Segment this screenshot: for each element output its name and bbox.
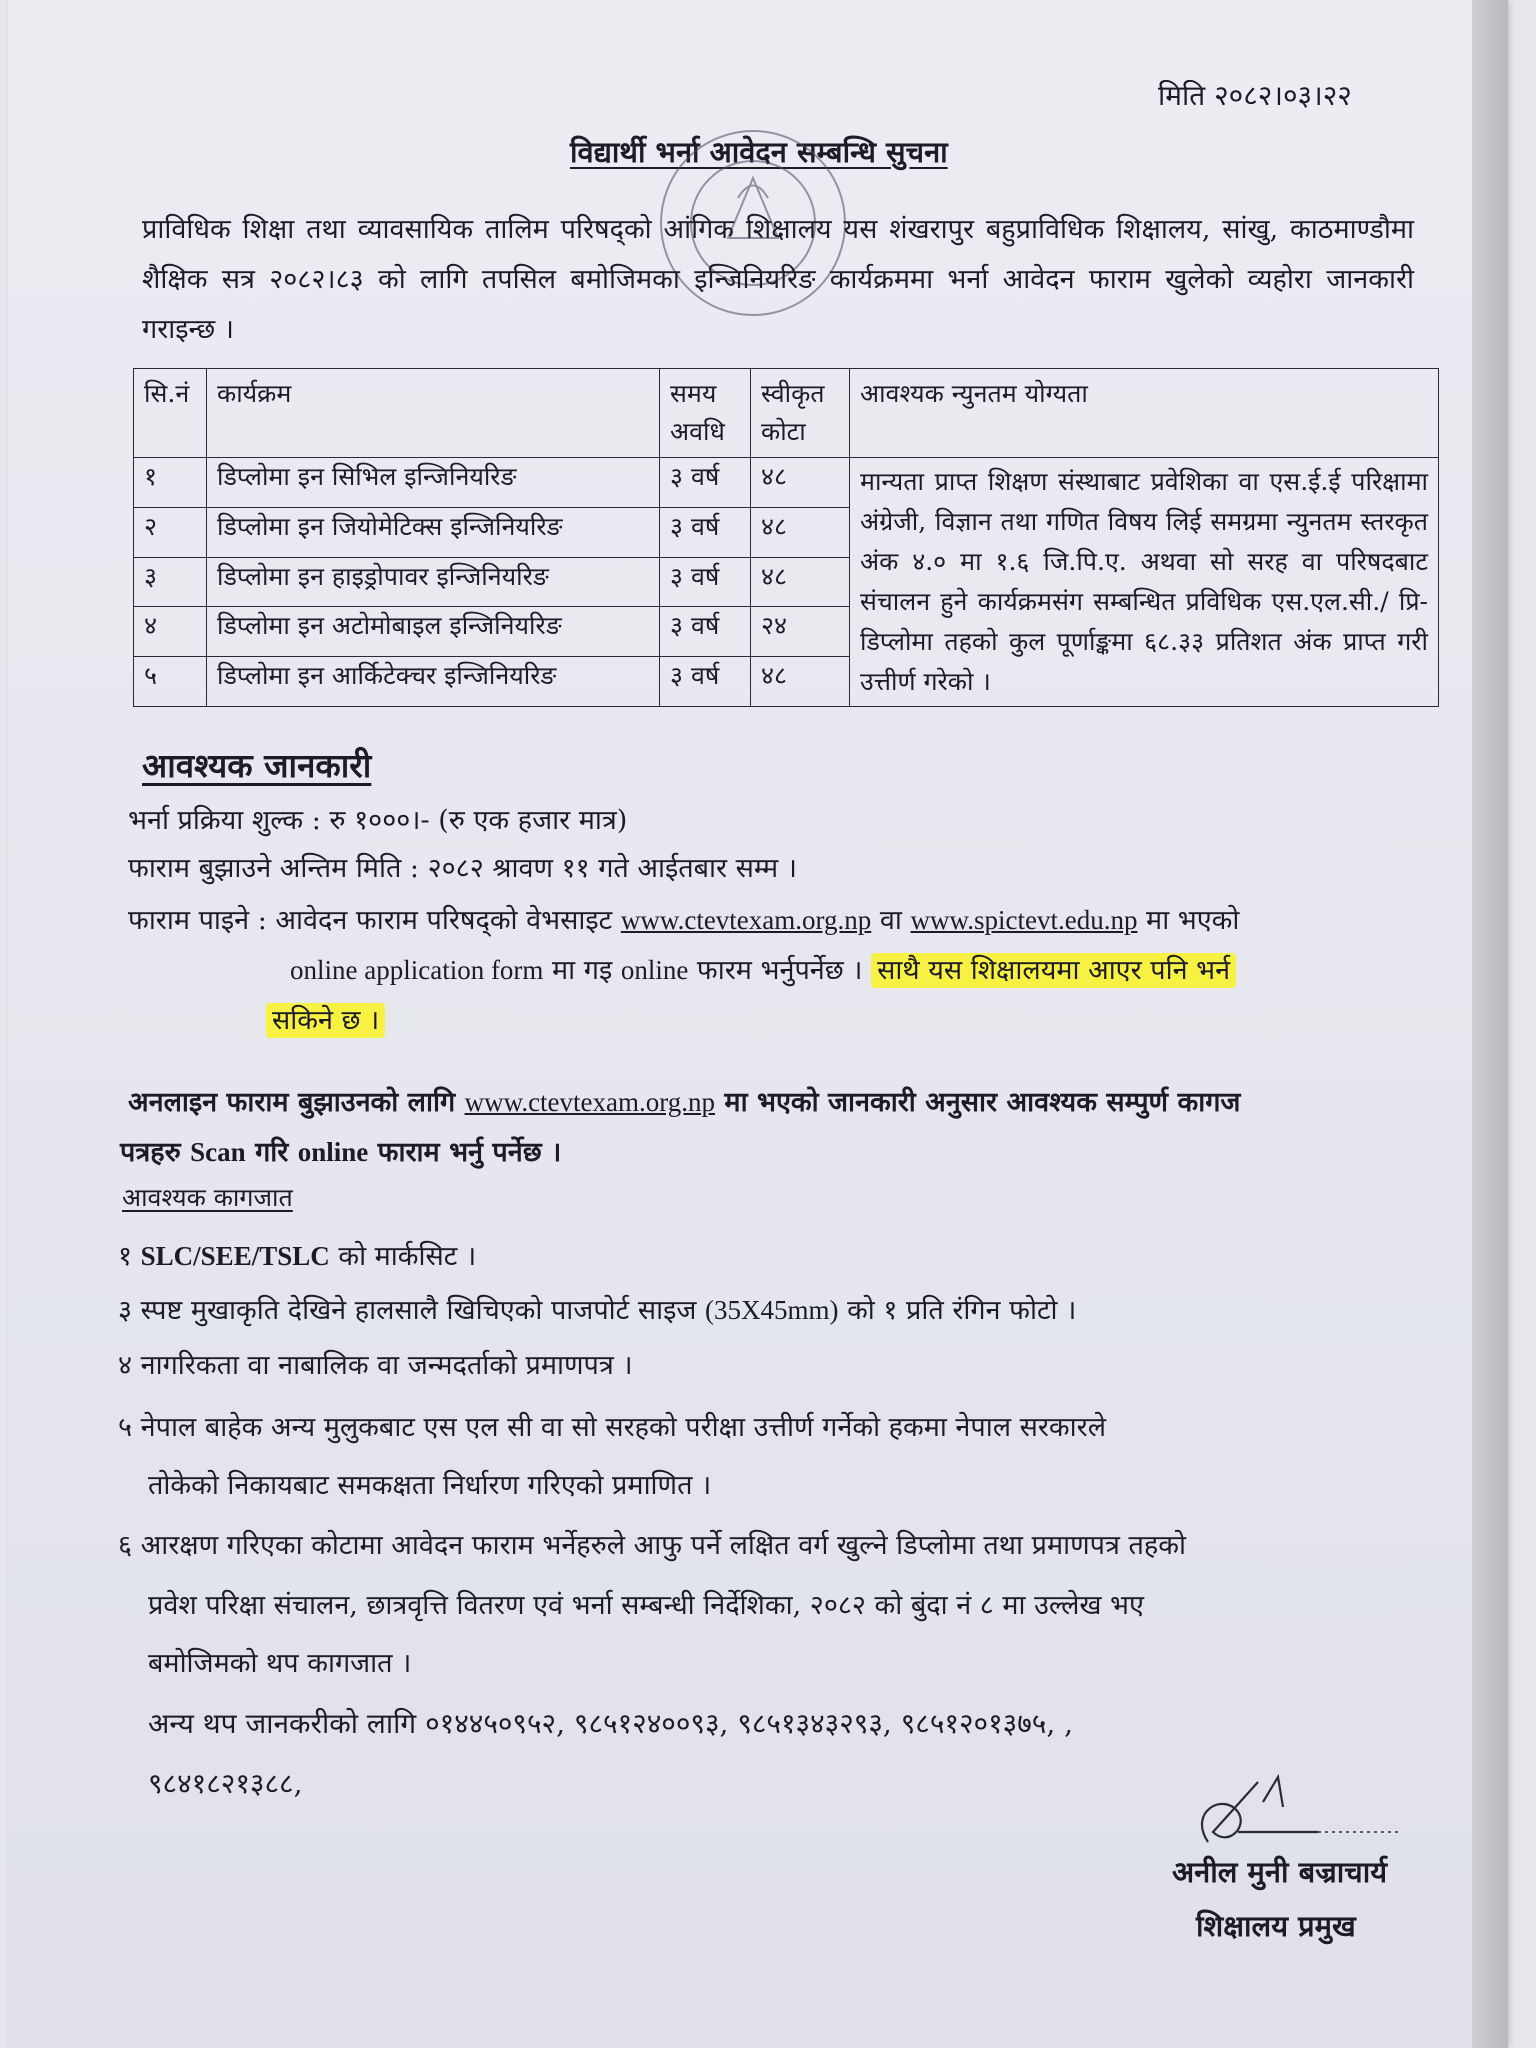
online-text: online bbox=[297, 1137, 369, 1167]
photo-size: (35X45mm) bbox=[704, 1295, 839, 1325]
highlighted-note: साथै यस शिक्षालयमा आएर पनि भर्न bbox=[871, 953, 1236, 988]
row-program: डिप्लोमा इन आर्किटेक्चर इन्जिनियरिङ bbox=[207, 657, 660, 707]
form-text: मा भएको bbox=[1146, 905, 1240, 936]
signatory-title: शिक्षालय प्रमुख bbox=[1196, 1909, 1356, 1943]
ctevt-link[interactable]: www.ctevtexam.org.np bbox=[620, 905, 872, 935]
document-item-6: ६ आरक्षण गरिएका कोटामा आवेदन फाराम भर्नेहरुले आफु पर्ने लक्षित वर्ग खुल्ने डिप्लोमा तथा प्रमाणपत्र तहको bbox=[118, 1530, 1186, 1561]
documents-heading: आवश्यक कागजात bbox=[122, 1183, 293, 1212]
row-program: डिप्लोमा इन हाइड्रोपावर इन्जिनियरिङ bbox=[207, 557, 660, 607]
document-item-4: ४ नागरिकता वा नाबालिक वा जन्मदर्ताको प्रमाणपत्र । bbox=[118, 1350, 633, 1381]
row-quota: ४८ bbox=[751, 557, 850, 607]
row-sn: ३ bbox=[134, 557, 207, 607]
row-duration: ३ वर्ष bbox=[660, 507, 751, 557]
item-text: को मार्कसिट । bbox=[338, 1241, 477, 1272]
row-program: डिप्लोमा इन सिभिल इन्जिनियरिङ bbox=[207, 458, 660, 508]
row-sn: ५ bbox=[134, 657, 207, 707]
intro-paragraph: प्राविधिक शिक्षा तथा व्यावसायिक तालिम परिषद्को आंगिक शिक्षालय यस शंखरापुर बहुप्राविधिक शिक्षालय, सांखु, काठमाण्डौमा शैक्षिक सत्र २०८२।८३ को लागि तपसिल बमोजिमका इन्जिनियरिङ कार्यक्रममा भर्ना आवेदन फाराम खुलेको व्यहोरा जानकारी गराइन्छ । bbox=[142, 214, 1414, 345]
handwritten-signature bbox=[1168, 1772, 1398, 1852]
header-sn: सि.नं bbox=[134, 369, 207, 458]
spictevt-link[interactable]: www.spictevt.edu.np bbox=[910, 905, 1138, 935]
item-text: स्पष्ट मुखाकृति देखिने हालसालै खिचिएको पाजपोर्ट साइज bbox=[140, 1295, 697, 1326]
row-sn: २ bbox=[134, 507, 207, 557]
row-duration: ३ वर्ष bbox=[660, 557, 751, 607]
header-quota: स्वीकृत कोटा bbox=[751, 369, 850, 458]
highlighted-note: सकिने छ । bbox=[266, 1003, 385, 1038]
row-quota: ४८ bbox=[751, 507, 850, 557]
notice-title: विद्यार्थी भर्ना आवेदन सम्बन्धि सुचना bbox=[570, 135, 948, 169]
online-text: फाराम भर्नु पर्नेछ । bbox=[377, 1137, 562, 1168]
online-text: गरि bbox=[255, 1137, 289, 1168]
row-quota: ४८ bbox=[751, 458, 850, 508]
form-text: मा गइ bbox=[552, 955, 613, 986]
row-duration: ३ वर्ष bbox=[660, 458, 751, 508]
online-instructions-line-1 bbox=[128, 1082, 1458, 1119]
contact-numbers: अन्य थप जानकरीको लागि ०१४४५०९५२, ९८५१२४००९३, ९८५१३४३२९३, ९८५१२०१३७५, , bbox=[148, 1707, 1074, 1740]
table-row bbox=[134, 458, 1439, 508]
form-availability-line-1 bbox=[128, 900, 1458, 937]
online-instructions-line-2 bbox=[120, 1132, 561, 1169]
row-duration: ३ वर्ष bbox=[660, 607, 751, 657]
form-text: आवेदन फाराम परिषद्को वेभसाइट bbox=[275, 905, 613, 936]
form-or: वा bbox=[879, 905, 902, 936]
document-item-6-cont: बमोजिमको थप कागजात । bbox=[148, 1648, 412, 1679]
item-number: १ bbox=[118, 1241, 133, 1272]
row-duration: ३ वर्ष bbox=[660, 657, 751, 707]
notice-date: मिति २०८२।०३।२२ bbox=[1158, 79, 1352, 112]
row-quota: २४ bbox=[751, 607, 850, 657]
row-sn: ४ bbox=[134, 607, 207, 657]
info-heading: आवश्यक जानकारी bbox=[142, 746, 372, 785]
online-text: मा भएको जानकारी अनुसार आवश्यक सम्पुर्ण कागज bbox=[724, 1087, 1241, 1118]
slc-text: SLC/SEE/TSLC bbox=[140, 1241, 330, 1271]
header-program: कार्यक्रम bbox=[207, 369, 660, 458]
document-item-5: ५ नेपाल बाहेक अन्य मुलुकबाट एस एल सी वा सो सरहको परीक्षा उत्तीर्ण गर्नेको हकमा नेपाल सरकारले bbox=[118, 1412, 1107, 1443]
row-sn: १ bbox=[134, 458, 207, 508]
requirement-cell: मान्यता प्राप्त शिक्षण संस्थाबाट प्रवेशिका वा एस.ई.ई परिक्षामा अंग्रेजी, विज्ञान तथा गणित विषय लिई समग्रमा न्युनतम स्तरकृत अंक ४.० मा १.६ जि.पि.ए. अथवा सो सरह वा परिषदबाट संचालन हुने कार्यक्रमसंग सम्बन्धित प्रविधिक एस.एल.सी./ प्रि-डिप्लोमा तहको कुल पूर्णाङ्कमा ६८.३३ प्रतिशत अंक प्राप्त गरी उत्तीर्ण गरेको । bbox=[850, 458, 1439, 707]
scan-text: Scan bbox=[190, 1137, 246, 1167]
online-form-text: online application form bbox=[290, 955, 544, 985]
online-text: अनलाइन फाराम बुझाउनको लागि bbox=[128, 1087, 456, 1118]
item-number: ३ bbox=[118, 1295, 133, 1326]
header-duration: समय अवधि bbox=[660, 369, 751, 458]
online-text: online bbox=[620, 955, 689, 985]
document-item-1 bbox=[118, 1228, 1458, 1285]
deadline-line: फाराम बुझाउने अन्तिम मिति : २०८२ श्रावण ११ गते आईतबार सम्म । bbox=[128, 853, 797, 884]
form-availability-line-2 bbox=[290, 950, 1460, 987]
form-availability-line-3 bbox=[266, 1000, 385, 1037]
program-table bbox=[133, 368, 1439, 707]
online-text: पत्रहरु bbox=[120, 1137, 181, 1168]
signatory-name: अनील मुनी बज्राचार्य bbox=[1172, 1855, 1388, 1889]
row-program: डिप्लोमा इन जियोमेटिक्स इन्जिनियरिङ bbox=[207, 507, 660, 557]
document-item-3 bbox=[118, 1282, 1458, 1339]
contact-numbers-cont: ९८४१८२१३८८, bbox=[148, 1767, 303, 1800]
fee-line: भर्ना प्रक्रिया शुल्क : रु १०००।- (रु एक हजार मात्र) bbox=[128, 805, 628, 836]
ctevt-link[interactable]: www.ctevtexam.org.np bbox=[464, 1087, 716, 1117]
form-label: फाराम पाइने : bbox=[128, 905, 267, 936]
row-program: डिप्लोमा इन अटोमोबाइल इन्जिनियरिङ bbox=[207, 607, 660, 657]
document-item-5-cont: तोकेको निकायबाट समकक्षता निर्धारण गरिएको प्रमाणित । bbox=[148, 1470, 712, 1501]
document-item-6-cont: प्रवेश परिक्षा संचालन, छात्रवृत्ति वितरण एवं भर्ना सम्बन्धी निर्देशिका, २०८२ को बुंदा नं ८ मा उल्लेख भए bbox=[148, 1590, 1144, 1621]
row-quota: ४८ bbox=[751, 657, 850, 707]
table-header-row bbox=[134, 369, 1439, 458]
item-text: को १ प्रति रंगिन फोटो । bbox=[847, 1295, 1077, 1326]
header-requirement: आवश्यक न्युनतम योग्यता bbox=[850, 369, 1439, 458]
form-text: फारम भर्नुपर्नेछ । bbox=[696, 955, 863, 986]
